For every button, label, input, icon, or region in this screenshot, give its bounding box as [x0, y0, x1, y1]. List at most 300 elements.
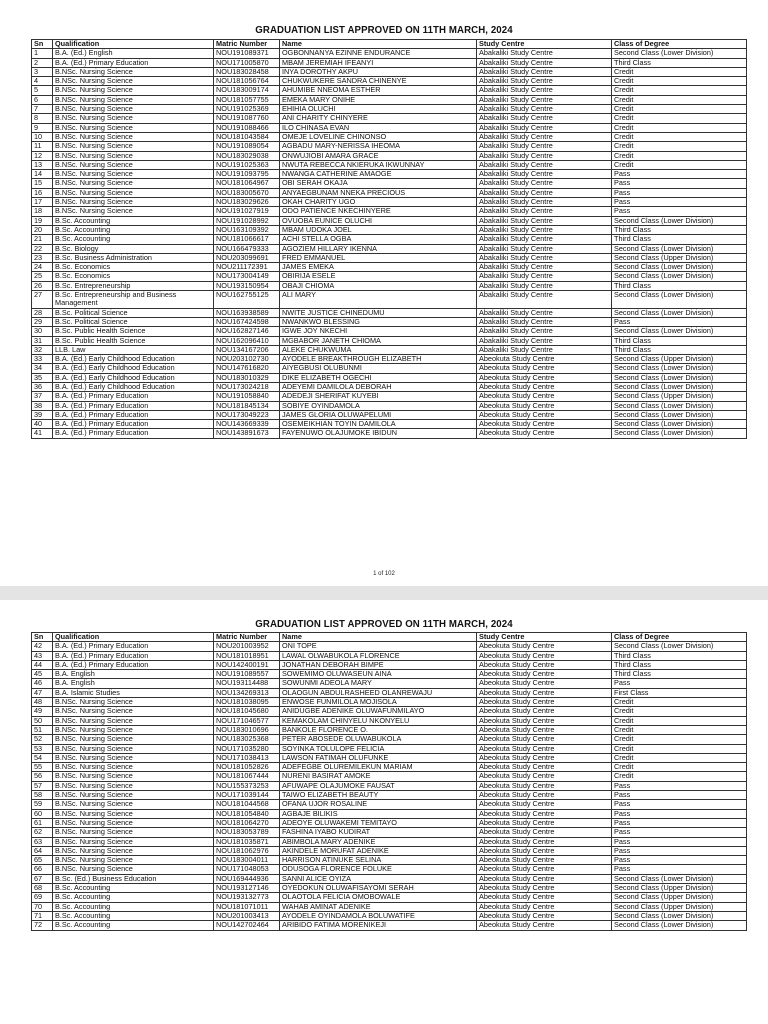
matric-number-cell: NOU181054840: [214, 809, 280, 818]
sn-cell: 28: [32, 308, 53, 317]
matric-number-cell: NOU163938589: [214, 308, 280, 317]
class-of-degree-cell: Pass: [612, 170, 747, 179]
matric-number-cell: NOU191028992: [214, 216, 280, 225]
table-row: [32, 707, 747, 716]
study-centre-cell: Abeokuta Study Centre: [477, 735, 612, 744]
class-of-degree-cell: Credit: [612, 142, 747, 151]
qualification-cell: B.A. (Ed.) Early Childhood Education: [53, 373, 214, 382]
matric-number-cell: NOU191093795: [214, 170, 280, 179]
class-of-degree-cell: Second Class (Lower Division): [612, 420, 747, 429]
matric-number-cell: NOU191025369: [214, 105, 280, 114]
qualification-cell: B.NSc. Nursing Science: [53, 123, 214, 132]
name-cell: DIKE ELIZABETH OGECHI: [280, 373, 477, 382]
study-centre-cell: Abeokuta Study Centre: [477, 382, 612, 391]
name-cell: SANNI ALICE OYIZA: [280, 874, 477, 883]
matric-number-cell: NOU181035871: [214, 837, 280, 846]
class-of-degree-cell: Pass: [612, 781, 747, 790]
header-row: [32, 40, 747, 49]
matric-number-cell: NOU134269313: [214, 688, 280, 697]
study-centre-cell: Abeokuta Study Centre: [477, 642, 612, 651]
table-row: [32, 317, 747, 326]
sn-cell: 67: [32, 874, 53, 883]
table-row: [32, 132, 747, 141]
study-centre-cell: Abakaliki Study Centre: [477, 327, 612, 336]
study-centre-cell: Abeokuta Study Centre: [477, 772, 612, 781]
table-row: [32, 77, 747, 86]
table-row: [32, 865, 747, 874]
study-centre-cell: Abakaliki Study Centre: [477, 105, 612, 114]
qualification-cell: B.NSc. Nursing Science: [53, 725, 214, 734]
table-row: [32, 893, 747, 902]
study-centre-cell: Abeokuta Study Centre: [477, 800, 612, 809]
table-row: [32, 688, 747, 697]
matric-number-cell: NOU183053789: [214, 828, 280, 837]
matric-number-cell: NOU173024218: [214, 382, 280, 391]
class-of-degree-cell: Pass: [612, 837, 747, 846]
column-header: Qualification: [53, 40, 214, 49]
class-of-degree-cell: Pass: [612, 856, 747, 865]
class-of-degree-cell: Credit: [612, 716, 747, 725]
qualification-cell: B.NSc. Nursing Science: [53, 170, 214, 179]
name-cell: EMEKA MARY ONIHE: [280, 95, 477, 104]
sn-cell: 49: [32, 707, 53, 716]
study-centre-cell: Abeokuta Study Centre: [477, 865, 612, 874]
name-cell: NWANKWO BLESSING: [280, 317, 477, 326]
sn-cell: 59: [32, 800, 53, 809]
matric-number-cell: NOU181056764: [214, 77, 280, 86]
matric-number-cell: NOU191089557: [214, 670, 280, 679]
study-centre-cell: Abakaliki Study Centre: [477, 114, 612, 123]
class-of-degree-cell: Second Class (Lower Division): [612, 382, 747, 391]
table-row: [32, 355, 747, 364]
sn-cell: 69: [32, 893, 53, 902]
sn-cell: 21: [32, 235, 53, 244]
sn-cell: 25: [32, 272, 53, 281]
table-row: [32, 291, 747, 309]
name-cell: LAWSON FATIMAH OLUFUNKE: [280, 753, 477, 762]
class-of-degree-cell: Second Class (Lower Division): [612, 272, 747, 281]
matric-number-cell: NOU191089054: [214, 142, 280, 151]
matric-number-cell: NOU143891673: [214, 429, 280, 438]
name-cell: BANKOLE FLORENCE O.: [280, 725, 477, 734]
class-of-degree-cell: Third Class: [612, 670, 747, 679]
matric-number-cell: NOU191088466: [214, 123, 280, 132]
sn-cell: 41: [32, 429, 53, 438]
sn-cell: 33: [32, 355, 53, 364]
study-centre-cell: Abeokuta Study Centre: [477, 884, 612, 893]
matric-number-cell: NOU142400191: [214, 660, 280, 669]
name-cell: ADEFEGBE OLUREMILEKUN MARIAM: [280, 763, 477, 772]
sn-cell: 36: [32, 382, 53, 391]
matric-number-cell: NOU181044568: [214, 800, 280, 809]
table-row: [32, 216, 747, 225]
table-row: [32, 429, 747, 438]
qualification-cell: B.NSc. Nursing Science: [53, 735, 214, 744]
matric-number-cell: NOU211172391: [214, 263, 280, 272]
qualification-cell: B.A. (Ed.) Early Childhood Education: [53, 364, 214, 373]
study-centre-cell: Abakaliki Study Centre: [477, 188, 612, 197]
qualification-cell: B.A. (Ed.) Primary Education: [53, 429, 214, 438]
qualification-cell: B.NSc. Nursing Science: [53, 837, 214, 846]
matric-number-cell: NOU173004149: [214, 272, 280, 281]
table-row: [32, 142, 747, 151]
class-of-degree-cell: Credit: [612, 95, 747, 104]
study-centre-cell: Abakaliki Study Centre: [477, 170, 612, 179]
sn-cell: 47: [32, 688, 53, 697]
sn-cell: 32: [32, 345, 53, 354]
matric-number-cell: NOU183010329: [214, 373, 280, 382]
name-cell: KEMAKOLAM CHINYELU NKONYELU: [280, 716, 477, 725]
matric-number-cell: NOU147616820: [214, 364, 280, 373]
study-centre-cell: Abeokuta Study Centre: [477, 401, 612, 410]
sn-cell: 14: [32, 170, 53, 179]
class-of-degree-cell: Pass: [612, 818, 747, 827]
class-of-degree-cell: Second Class (Lower Division): [612, 308, 747, 317]
qualification-cell: B.Sc. Political Science: [53, 308, 214, 317]
class-of-degree-cell: Second Class (Lower Division): [612, 429, 747, 438]
qualification-cell: B.Sc. Accounting: [53, 216, 214, 225]
study-centre-cell: Abakaliki Study Centre: [477, 235, 612, 244]
name-cell: AYODELE OYINDAMOLA BOLUWATIFE: [280, 911, 477, 920]
matric-number-cell: NOU181038095: [214, 698, 280, 707]
table-row: [32, 198, 747, 207]
sn-cell: 61: [32, 818, 53, 827]
study-centre-cell: Abeokuta Study Centre: [477, 410, 612, 419]
matric-number-cell: NOU171005870: [214, 58, 280, 67]
qualification-cell: B.Sc. Political Science: [53, 317, 214, 326]
matric-number-cell: NOU181057755: [214, 95, 280, 104]
qualification-cell: B.Sc. Public Health Science: [53, 327, 214, 336]
class-of-degree-cell: Third Class: [612, 345, 747, 354]
study-centre-cell: Abeokuta Study Centre: [477, 707, 612, 716]
matric-number-cell: NOU155373253: [214, 781, 280, 790]
class-of-degree-cell: Second Class (Upper Division): [612, 884, 747, 893]
name-cell: SOYINKA TOLULOPE FELICIA: [280, 744, 477, 753]
class-of-degree-cell: Third Class: [612, 235, 747, 244]
sn-cell: 30: [32, 327, 53, 336]
study-centre-cell: Abeokuta Study Centre: [477, 679, 612, 688]
table-row: [32, 921, 747, 930]
qualification-cell: B.NSc. Nursing Science: [53, 95, 214, 104]
sn-cell: 39: [32, 410, 53, 419]
class-of-degree-cell: Second Class (Lower Division): [612, 373, 747, 382]
sn-cell: 51: [32, 725, 53, 734]
sn-cell: 27: [32, 291, 53, 309]
qualification-cell: B.A. (Ed.) Early Childhood Education: [53, 355, 214, 364]
table-row: [32, 716, 747, 725]
qualification-cell: B.Sc. Accounting: [53, 911, 214, 920]
table-row: [32, 744, 747, 753]
study-centre-cell: Abeokuta Study Centre: [477, 846, 612, 855]
table-row: [32, 170, 747, 179]
name-cell: AGBADU MARY-NERISSA IHEOMA: [280, 142, 477, 151]
table-body: [32, 642, 747, 930]
name-cell: IGWE JOY NKECHI: [280, 327, 477, 336]
qualification-cell: B.Sc. Entrepreneurship and Business Management: [53, 291, 214, 309]
study-centre-cell: Abeokuta Study Centre: [477, 420, 612, 429]
matric-number-cell: NOU183010696: [214, 725, 280, 734]
matric-number-cell: NOU193150954: [214, 281, 280, 290]
sn-cell: 11: [32, 142, 53, 151]
sn-cell: 5: [32, 86, 53, 95]
class-of-degree-cell: Pass: [612, 679, 747, 688]
name-cell: ENWOSE FUNMILOLA MOJISOLA: [280, 698, 477, 707]
sn-cell: 24: [32, 263, 53, 272]
table-body: [32, 49, 747, 438]
sn-cell: 22: [32, 244, 53, 253]
document-page-2: [0, 600, 768, 1024]
class-of-degree-cell: Pass: [612, 179, 747, 188]
matric-number-cell: NOU181062976: [214, 846, 280, 855]
matric-number-cell: NOU193114488: [214, 679, 280, 688]
study-centre-cell: Abeokuta Study Centre: [477, 921, 612, 930]
class-of-degree-cell: Second Class (Lower Division): [612, 874, 747, 883]
matric-number-cell: NOU142702464: [214, 921, 280, 930]
study-centre-cell: Abakaliki Study Centre: [477, 216, 612, 225]
name-cell: EHIHIA OLUCHI: [280, 105, 477, 114]
table-row: [32, 735, 747, 744]
class-of-degree-cell: Second Class (Lower Division): [612, 216, 747, 225]
matric-number-cell: NOU183028458: [214, 67, 280, 76]
class-of-degree-cell: Second Class (Upper Division): [612, 355, 747, 364]
qualification-cell: B.Sc. Entrepreneurship: [53, 281, 214, 290]
study-centre-cell: Abakaliki Study Centre: [477, 58, 612, 67]
sn-cell: 8: [32, 114, 53, 123]
sn-cell: 16: [32, 188, 53, 197]
class-of-degree-cell: Third Class: [612, 336, 747, 345]
class-of-degree-cell: Second Class (Lower Division): [612, 244, 747, 253]
table-row: [32, 884, 747, 893]
column-header: Matric Number: [214, 633, 280, 642]
class-of-degree-cell: Pass: [612, 865, 747, 874]
table-row: [32, 809, 747, 818]
sn-cell: 71: [32, 911, 53, 920]
table-row: [32, 772, 747, 781]
name-cell: NWANGA CATHERINE AMAOGE: [280, 170, 477, 179]
qualification-cell: B.NSc. Nursing Science: [53, 828, 214, 837]
class-of-degree-cell: Pass: [612, 828, 747, 837]
matric-number-cell: NOU183029626: [214, 198, 280, 207]
column-header: Name: [280, 40, 477, 49]
table-row: [32, 114, 747, 123]
name-cell: ALI MARY: [280, 291, 477, 309]
sn-cell: 66: [32, 865, 53, 874]
class-of-degree-cell: Credit: [612, 86, 747, 95]
study-centre-cell: Abakaliki Study Centre: [477, 49, 612, 58]
table-row: [32, 253, 747, 262]
qualification-cell: B.NSc. Nursing Science: [53, 800, 214, 809]
study-centre-cell: Abakaliki Study Centre: [477, 281, 612, 290]
sn-cell: 68: [32, 884, 53, 893]
matric-number-cell: NOU171039144: [214, 791, 280, 800]
qualification-cell: B.NSc. Nursing Science: [53, 865, 214, 874]
name-cell: ODO PATIENCE NKECHINYERE: [280, 207, 477, 216]
table-row: [32, 392, 747, 401]
study-centre-cell: Abakaliki Study Centre: [477, 160, 612, 169]
study-centre-cell: Abeokuta Study Centre: [477, 355, 612, 364]
matric-number-cell: NOU183004011: [214, 856, 280, 865]
name-cell: AGOZIEM HILLARY IKENNA: [280, 244, 477, 253]
name-cell: SOWEMIMO OLUWASEUN AINA: [280, 670, 477, 679]
class-of-degree-cell: Second Class (Lower Division): [612, 291, 747, 309]
qualification-cell: B.Sc. Economics: [53, 272, 214, 281]
study-centre-cell: Abeokuta Study Centre: [477, 373, 612, 382]
name-cell: ADEYEMI DAMILOLA DEBORAH: [280, 382, 477, 391]
sn-cell: 4: [32, 77, 53, 86]
matric-number-cell: NOU171048053: [214, 865, 280, 874]
name-cell: OMEJE LOVELINE CHINONSO: [280, 132, 477, 141]
name-cell: ANYAEGBUNAM NNEKA PRECIOUS: [280, 188, 477, 197]
matric-number-cell: NOU181066617: [214, 235, 280, 244]
class-of-degree-cell: Credit: [612, 735, 747, 744]
class-of-degree-cell: Third Class: [612, 225, 747, 234]
column-header: Class of Degree: [612, 40, 747, 49]
study-centre-cell: Abakaliki Study Centre: [477, 336, 612, 345]
table-row: [32, 763, 747, 772]
study-centre-cell: Abakaliki Study Centre: [477, 86, 612, 95]
qualification-cell: B.NSc. Nursing Science: [53, 132, 214, 141]
table-row: [32, 225, 747, 234]
study-centre-cell: Abakaliki Study Centre: [477, 345, 612, 354]
class-of-degree-cell: Second Class (Lower Division): [612, 410, 747, 419]
class-of-degree-cell: Second Class (Upper Division): [612, 893, 747, 902]
sn-cell: 9: [32, 123, 53, 132]
class-of-degree-cell: Credit: [612, 707, 747, 716]
name-cell: CHUKWUKERE SANDRA CHINENYE: [280, 77, 477, 86]
study-centre-cell: Abeokuta Study Centre: [477, 753, 612, 762]
matric-number-cell: NOU171038413: [214, 753, 280, 762]
qualification-cell: B.A. (Ed.) Primary Education: [53, 660, 214, 669]
page-number: 1 of 102: [373, 571, 395, 577]
class-of-degree-cell: Pass: [612, 207, 747, 216]
name-cell: NURENI BASIRAT AMOKE: [280, 772, 477, 781]
name-cell: OKAH CHARITY UGO: [280, 198, 477, 207]
sn-cell: 42: [32, 642, 53, 651]
name-cell: ARIBIDO FATIMA MORENIKEJI: [280, 921, 477, 930]
page-title: GRADUATION LIST APPROVED ON 11TH MARCH, 2024: [255, 618, 513, 630]
table-row: [32, 410, 747, 419]
table-row: [32, 105, 747, 114]
table-row: [32, 364, 747, 373]
table-row: [32, 86, 747, 95]
qualification-cell: B.NSc. Nursing Science: [53, 744, 214, 753]
qualification-cell: B.NSc. Nursing Science: [53, 753, 214, 762]
qualification-cell: B.Sc. Business Administration: [53, 253, 214, 262]
table-row: [32, 660, 747, 669]
table-row: [32, 179, 747, 188]
qualification-cell: B.NSc. Nursing Science: [53, 188, 214, 197]
sn-cell: 72: [32, 921, 53, 930]
class-of-degree-cell: Second Class (Lower Division): [612, 911, 747, 920]
sn-cell: 29: [32, 317, 53, 326]
table-row: [32, 281, 747, 290]
table-row: [32, 235, 747, 244]
qualification-cell: B.NSc. Nursing Science: [53, 791, 214, 800]
class-of-degree-cell: Second Class (Lower Division): [612, 401, 747, 410]
class-of-degree-cell: Credit: [612, 753, 747, 762]
sn-cell: 44: [32, 660, 53, 669]
page-title: GRADUATION LIST APPROVED ON 11TH MARCH, 2024: [255, 24, 513, 36]
qualification-cell: B.Sc. (Ed.) Business Education: [53, 874, 214, 883]
study-centre-cell: Abakaliki Study Centre: [477, 291, 612, 309]
sn-cell: 46: [32, 679, 53, 688]
table-row: [32, 791, 747, 800]
sn-cell: 17: [32, 198, 53, 207]
name-cell: NWUTA REBECCA NKIERUKA IKWUNNAY: [280, 160, 477, 169]
class-of-degree-cell: Second Class (Lower Division): [612, 49, 747, 58]
column-header: Sn: [32, 40, 53, 49]
sn-cell: 52: [32, 735, 53, 744]
matric-number-cell: NOU191025363: [214, 160, 280, 169]
study-centre-cell: Abeokuta Study Centre: [477, 364, 612, 373]
name-cell: AYODELE BREAKTHROUGH ELIZABETH: [280, 355, 477, 364]
study-centre-cell: Abeokuta Study Centre: [477, 856, 612, 865]
qualification-cell: B.NSc. Nursing Science: [53, 707, 214, 716]
study-centre-cell: Abakaliki Study Centre: [477, 207, 612, 216]
class-of-degree-cell: Second Class (Upper Division): [612, 253, 747, 262]
study-centre-cell: Abeokuta Study Centre: [477, 791, 612, 800]
qualification-cell: B.Sc. Accounting: [53, 893, 214, 902]
class-of-degree-cell: Credit: [612, 123, 747, 132]
name-cell: ILO CHINASA EVAN: [280, 123, 477, 132]
table-row: [32, 651, 747, 660]
matric-number-cell: NOU181018951: [214, 651, 280, 660]
column-header: Class of Degree: [612, 633, 747, 642]
qualification-cell: LLB. Law: [53, 345, 214, 354]
table-row: [32, 67, 747, 76]
study-centre-cell: Abeokuta Study Centre: [477, 688, 612, 697]
table-row: [32, 420, 747, 429]
name-cell: WAHAB AMINAT ADENIKE: [280, 902, 477, 911]
matric-number-cell: NOU171046577: [214, 716, 280, 725]
class-of-degree-cell: Second Class (Upper Division): [612, 392, 747, 401]
matric-number-cell: NOU167424598: [214, 317, 280, 326]
matric-number-cell: NOU162755125: [214, 291, 280, 309]
class-of-degree-cell: First Class: [612, 688, 747, 697]
sn-cell: 6: [32, 95, 53, 104]
qualification-cell: B.NSc. Nursing Science: [53, 846, 214, 855]
study-centre-cell: Abeokuta Study Centre: [477, 698, 612, 707]
matric-number-cell: NOU181045680: [214, 707, 280, 716]
matric-number-cell: NOU191087760: [214, 114, 280, 123]
table-row: [32, 160, 747, 169]
sn-cell: 23: [32, 253, 53, 262]
table-row: [32, 272, 747, 281]
class-of-degree-cell: Pass: [612, 317, 747, 326]
qualification-cell: B.A. (Ed.) Primary Education: [53, 58, 214, 67]
name-cell: OBAJI CHIOMA: [280, 281, 477, 290]
column-header: Name: [280, 633, 477, 642]
sn-cell: 2: [32, 58, 53, 67]
table-row: [32, 382, 747, 391]
matric-number-cell: NOU201003413: [214, 911, 280, 920]
table-row: [32, 753, 747, 762]
matric-number-cell: NOU171035280: [214, 744, 280, 753]
name-cell: AFUWAPE OLAJUMOKE FAUSAT: [280, 781, 477, 790]
table-row: [32, 336, 747, 345]
table-row: [32, 837, 747, 846]
table-row: [32, 188, 747, 197]
table-row: [32, 244, 747, 253]
class-of-degree-cell: Pass: [612, 846, 747, 855]
table-row: [32, 725, 747, 734]
sn-cell: 48: [32, 698, 53, 707]
class-of-degree-cell: Pass: [612, 198, 747, 207]
matric-number-cell: NOU166479333: [214, 244, 280, 253]
name-cell: JAMES EMEKA: [280, 263, 477, 272]
name-cell: AKINDELE MORUFAT ADENIKE: [280, 846, 477, 855]
table-row: [32, 151, 747, 160]
